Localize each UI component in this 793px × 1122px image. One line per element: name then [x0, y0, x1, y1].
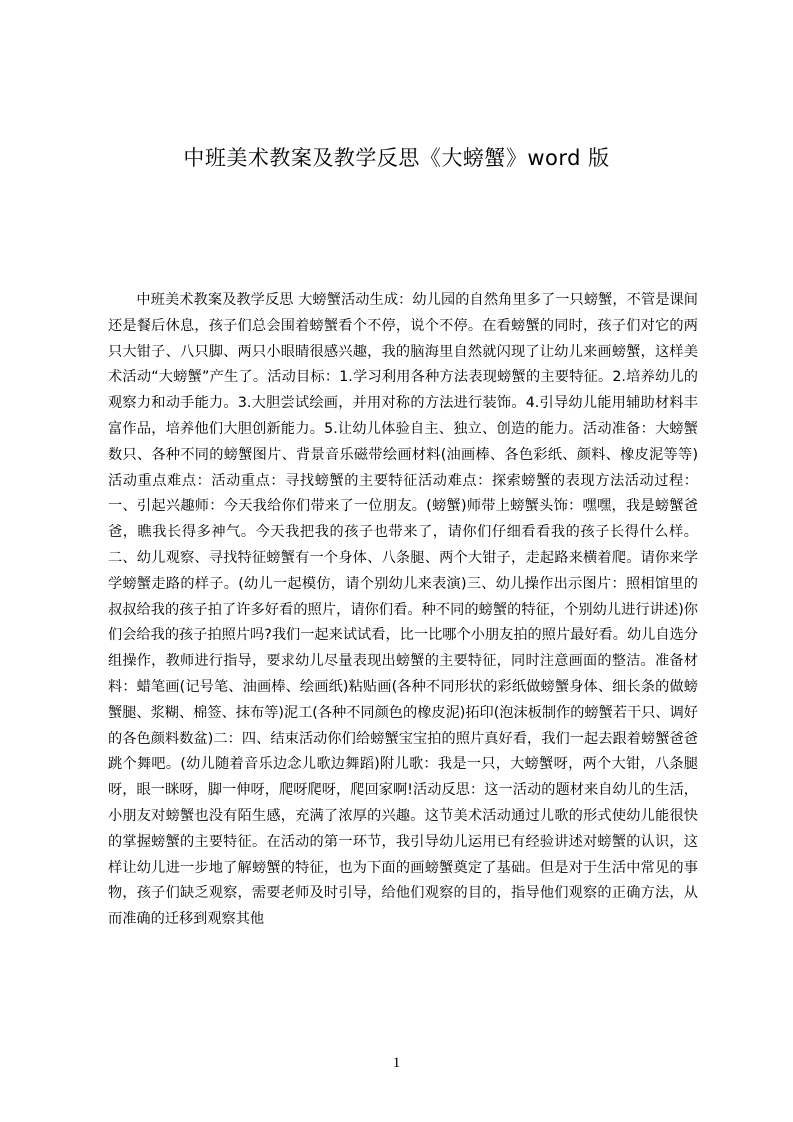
page-number: 1 — [392, 1055, 401, 1071]
document-body-paragraph: 中班美术教案及教学反思 大螃蟹活动生成：幼儿园的自然角里多了一只螃蟹，不管是课间还是餐后休息，孩子们总会围着螃蟹看个不停，说个不停。在看螃蟹的同时，孩子们对它的两只大钳子、八只脚、两只小眼睛很感兴趣，我的脑海里自然就闪现了让幼儿来画螃蟹，这样美术活动“大螃蟹”产生了。活动目标：1.学习利用各种方法表现螃蟹的主要特征。2.培养幼儿的观察力和动手能力。3.大胆尝试绘画，并用对称的方法进行装饰。4.引导幼儿能用辅助材料丰富作品，培养他们大胆创新能力。5.让幼儿体验自主、独立、创造的能力。活动准备：大螃蟹数只、各种不同的螃蟹图片、背景音乐磁带绘画材料(油画棒、各色彩纸、颜料、橡皮泥等等)活动重点难点：活动重点：寻找螃蟹的主要特征活动难点：探索螃蟹的表现方法活动过程：一、引起兴趣师：今天我给你们带来了一位朋友。(螃蟹)师带上螃蟹头饰：嘿嘿，我是螃蟹爸爸，瞧我长得多神气。今天我把我的孩子也带来了，请你们仔细看看我的孩子长得什么样。二、幼儿观察、寻找特征螃蟹有一个身体、八条腿、两个大钳子，走起路来横着爬。请你来学学螃蟹走路的样子。(幼儿一起模仿，请个别幼儿来表演)三、幼儿操作出示图片：照相馆里的叔叔给我的孩子拍了许多好看的照片，请你们看。种不同的螃蟹的特征，个别幼儿进行讲述)你们会给我的孩子拍照片吗?我们一起来试试看，比一比哪个小朋友拍的照片最好看。幼儿自选分组操作，教师进行指导，要求幼儿尽量表现出螃蟹的主要特征，同时注意画面的整洁。准备材料：蜡笔画(记号笔、油画棒、绘画纸)粘贴画(各种不同形状的彩纸做螃蟹身体、细长条的做螃蟹腿、浆糊、棉签、抹布等)泥工(各种不同颜色的橡皮泥)拓印(泡沫板制作的螃蟹若干只、调好的各色颜料数盆)二：四、结束活动你们给螃蟹宝宝拍的照片真好看，我们一起去跟着螃蟹爸爸跳个舞吧。(幼儿随着音乐边念儿歌边舞蹈)附儿歌：我是一只，大螃蟹呀，两个大钳，八条腿呀，眼一眯呀，脚一伸呀，爬呀爬呀，爬回家啊!活动反思：这一活动的题材来自幼儿的生活，小朋友对螃蟹也没有陌生感，充满了浓厚的兴趣。这节美术活动通过儿歌的形式使幼儿能很快的掌握螃蟹的主要特征。在活动的第一环节，我引导幼儿运用已有经验讲述对螃蟹的认识，这样让幼儿进一步地了解螃蟹的特征，也为下面的画螃蟹奠定了基础。但是对于生活中常见的事物，孩子们缺乏观察，需要老师及时引导，给他们观察的目的，指导他们观察的正确方法，从而准确的迁移到观察其他 — [108, 292, 698, 928]
document-title: 中班美术教案及教学反思《大螃蟹》word 版 — [183, 146, 610, 170]
